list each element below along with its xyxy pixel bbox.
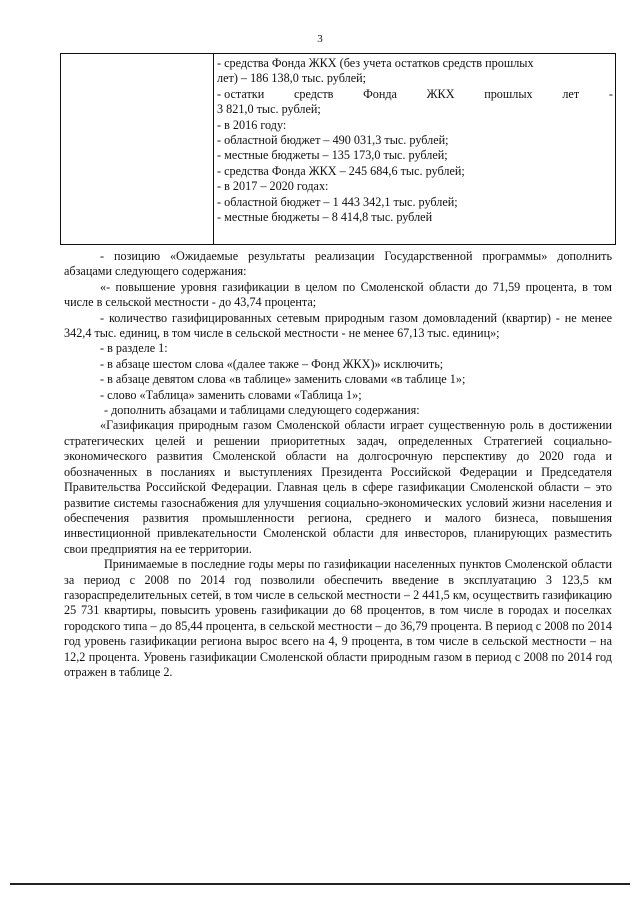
word: - <box>608 86 613 101</box>
funding-table <box>60 53 616 245</box>
table-line: - средства Фонда ЖКХ (без учета остатков средств прошлых <box>217 56 534 70</box>
paragraph: - позицию «Ожидаемые результаты реализации Государственной программы» дополнить абзацами следующего содержания: <box>64 249 612 279</box>
paragraph: - в разделе 1: <box>100 341 168 356</box>
paragraph: - в абзаце шестом слова «(далее также – Фонд ЖКХ)» исключить; <box>100 356 444 371</box>
word: лет <box>562 86 580 101</box>
table-line: - в 2017 – 2020 годах: <box>217 179 329 194</box>
paragraph: «Газификация природным газом Смоленской области играет существенную роль в достижении стратегических целей и решении приоритетных задач, определенных Стратегией социально-экономического развития Смоленской области на долгосрочную перспективу до 2020 года и обозначенных в посланиях и выступлениях Президента Российской Федерации и Председателя Правительства Российской Федерации. Главная цель в сфере газификации Смоленской области – это развитие системы газоснабжения для улучшения социально-экономических условий жизни населения и обеспечения развития промышленности региона, среднего и малого бизнеса, повышения инвестиционной привлекательности Смоленской области для инвесторов, планирующих разместить свои предприятия на ее территории. <box>64 418 612 556</box>
paragraph: - в абзаце девятом слова «в таблице» заменить словами «в таблице 1»; <box>100 372 466 387</box>
paragraph: - дополнить абзацами и таблицами следующего содержания: <box>104 403 420 418</box>
table-line <box>217 87 613 102</box>
table-line: - средства Фонда ЖКХ – 245 684,6 тыс. рублей; <box>217 163 465 178</box>
table-line: лет) – 186 138,0 тыс. рублей; <box>217 71 367 86</box>
table-column-divider <box>213 54 214 244</box>
word: - остатки <box>217 86 265 101</box>
table-line: 3 821,0 тыс. рублей; <box>217 102 321 117</box>
paragraph: «- повышение уровня газификации в целом по Смоленской области до 71,59 процента, в том числе в сельской местности - до 43,74 процента; <box>64 279 612 310</box>
table-right-cell <box>217 56 613 225</box>
document-body <box>64 249 612 680</box>
table-line: - местные бюджеты – 8 414,8 тыс. рублей <box>217 210 433 225</box>
paragraph: - количество газифицированных сетевым природным газом домовладений (квартир) - не менее 342,4 тыс. единиц, в том числе в сельской местности - не менее 67,13 тыс. единиц»; <box>64 310 612 341</box>
word: ЖКХ <box>426 86 455 101</box>
paragraph: Принимаемые в последние годы меры по газификации населенных пунктов Смоленской области за период с 2008 по 2014 год позволили обеспечить введение в эксплуатацию 3 123,5 км газораспределительных сетей, в том числе в сельской местности – 2 441,5 км, осуществить газификацию 25 731 квартиры, повысить уровень газификации до 68 процентов, в том числе в городах и поселках городского типа – до 85,44 процента, в сельской местности – до 36,79 процента. В период с 2008 по 2014 год уровень газификации региона вырос всего на 4, 9 процента, в том числе в сельской местности – на 12,2 процента. Уровень газификации Смоленской области природным газом в период с 2008 по 2014 год отражен в таблице 2. <box>64 557 612 679</box>
bottom-border-line <box>10 883 630 885</box>
word: Фонда <box>363 86 397 101</box>
page-number: 3 <box>317 33 323 45</box>
table-line: - областной бюджет – 490 031,3 тыс. рублей; <box>217 133 449 148</box>
word: прошлых <box>484 86 533 101</box>
table-line: - местные бюджеты – 135 173,0 тыс. рублей; <box>217 148 448 163</box>
word: средств <box>293 86 334 101</box>
table-line: - областной бюджет – 1 443 342,1 тыс. рублей; <box>217 194 458 209</box>
table-line: - в 2016 году: <box>217 117 287 132</box>
paragraph: - слово «Таблица» заменить словами «Таблица 1»; <box>100 387 362 402</box>
